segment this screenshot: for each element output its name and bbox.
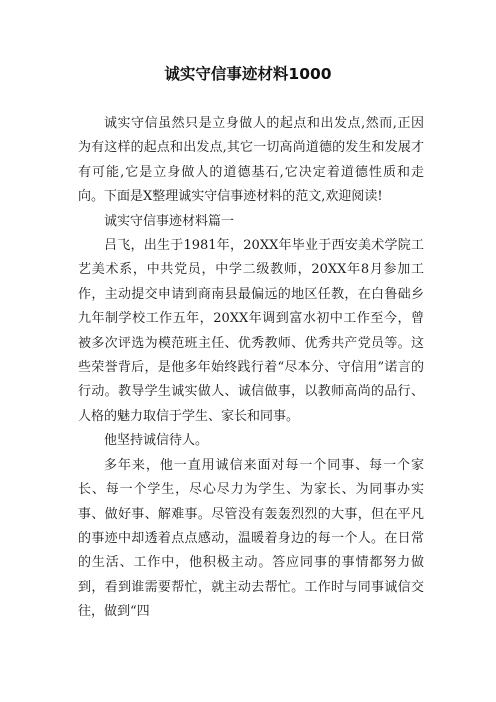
intro-paragraph: 诚实守信虽然只是立身做人的起点和出发点,然而,正因为有这样的起点和出发点,其它一切高尚道德的发生和发展才有可能,它是立身做人的道德基石,它决定着道德性质和走向。下面是X整理诚实守信事迹材料的范文,欢迎阅读!: [78, 116, 424, 205]
document-title: 诚实守信事迹材料1000: [164, 65, 332, 83]
body-paragraph: 吕飞，出生于1981年，20XX年毕业于西安美术学院工艺美术系，中共党员，中学二级教师，20XX年8月参加工作，主动提交申请到商南县最偏远的地区任教，在白鲁础乡九年制学校工作五年，20XX年调到富水初中工作至今，曾被多次评选为模范班主任、优秀教师、优秀共产党员等。这些荣誉背后，是他多年始终践行着“尽本分、守信用”诺言的行动。教导学生诚实做人、诚信做事，以教师高尚的品行、人格的魅力取信于学生、家长和同事。: [78, 238, 424, 424]
section-heading: 诚实守信事迹材料篇一: [104, 213, 235, 229]
body-paragraph: 他坚持诚信待人。: [104, 433, 209, 449]
document-body: [78, 112, 424, 625]
body-paragraph: 多年来，他一直用诚信来面对每一个同事、每一个家长、每一个学生，尽心尽力为学生、为家长、为同事办实事、做好事、解难事。尽管没有轰轰烈烈的大事，但在平凡的事迹中却透着点点感动，温暖着身边的每一个人。在日常的生活、工作中，他积极主动。答应同事的事情都努力做到，看到谁需要帮忙，就主动去帮忙。工作时与同事诚信交往，做到“四: [78, 457, 424, 620]
